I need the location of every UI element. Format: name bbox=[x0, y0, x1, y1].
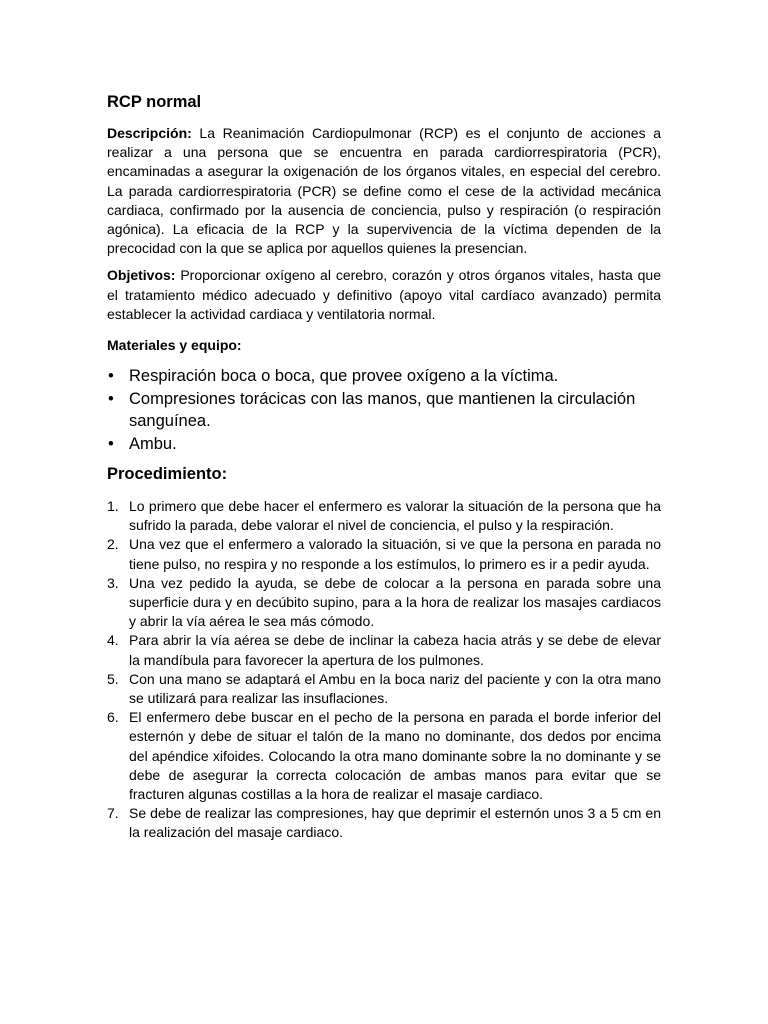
step-number: 1. bbox=[107, 498, 119, 515]
list-item bbox=[107, 365, 661, 388]
bullet-icon: • bbox=[108, 367, 114, 386]
bullet-icon: • bbox=[108, 434, 114, 453]
procedimiento-steps bbox=[107, 497, 661, 843]
objetivos-label: Objetivos: bbox=[107, 267, 176, 284]
descripcion-paragraph bbox=[107, 124, 661, 258]
step-item bbox=[107, 574, 661, 632]
materiales-heading: Materiales y equipo: bbox=[107, 337, 242, 354]
step-text: Con una mano se adaptará el Ambu en la boca nariz del paciente y con la otra mano se utilizará para realizar las insuflaciones. bbox=[129, 670, 661, 707]
step-item bbox=[107, 804, 661, 842]
list-item-text: Ambu. bbox=[129, 434, 177, 453]
list-item-text: Compresiones torácicas con las manos, que mantienen la circulación sanguínea. bbox=[129, 389, 636, 431]
step-item bbox=[107, 670, 661, 708]
objetivos-paragraph bbox=[107, 266, 661, 324]
descripcion-text: La Reanimación Cardiopulmonar (RCP) es el conjunto de acciones a realizar a una persona que se encuentra en parada cardiorrespiratoria (PCR), encaminadas a asegurar la oxigenación de los órganos vitales, en especial del cerebro. La parada cardiorrespiratoria (PCR) se define como el cese de la actividad mecánica cardiaca, confirmado por la ausencia de conciencia, pulso y respiración (o respiración agónica). La eficacia de la RCP y la supervivencia de la víctima dependen de la precocidad con la que se aplica por aquellos quienes la presencian. bbox=[107, 125, 661, 257]
step-text: Para abrir la vía aérea se debe de inclinar la cabeza hacia atrás y se debe de elevar la mandíbula para favorecer la apertura de los pulmones. bbox=[129, 632, 661, 668]
step-text: Una vez que el enfermero a valorado la situación, si ve que la persona en parada no tiene pulso, no respira y no responde a los estímulos, lo primero es ir a pedir ayuda. bbox=[129, 536, 661, 572]
step-text: El enfermero debe buscar en el pecho de la persona en parada el borde inferior del esternón y debe de situar el talón de la mano no dominante, dos dedos por encima del apéndice xifoides. Colocando la otra mano dominante sobre la no dominante y se debe de asegurar la correcta colocación de ambas manos para evitar que se fracturen algunas costillas a la hora de realizar el masaje cardiaco. bbox=[129, 709, 661, 803]
step-item bbox=[107, 708, 661, 804]
step-text: Una vez pedido la ayuda, se debe de colocar a la persona en parada sobre una superficie dura y en decúbito supino, para a la hora de realizar los masajes cardiacos y abrir la vía aérea le sea más cómodo. bbox=[129, 574, 661, 630]
step-number: 3. bbox=[107, 574, 119, 591]
bullet-icon: • bbox=[108, 389, 114, 408]
step-number: 5. bbox=[107, 670, 119, 687]
materiales-list bbox=[107, 365, 661, 455]
step-number: 4. bbox=[107, 632, 119, 649]
document-title: RCP normal bbox=[107, 93, 202, 111]
list-item bbox=[107, 388, 661, 433]
step-number: 7. bbox=[107, 805, 119, 822]
objetivos-text: Proporcionar oxígeno al cerebro, corazón y otros órganos vitales, hasta que el tratamiento médico adecuado y definitivo (apoyo vital cardíaco avanzado) permita establecer la actividad cardiaca y ventilatoria normal. bbox=[107, 267, 661, 322]
step-item bbox=[107, 535, 661, 573]
procedimiento-heading: Procedimiento: bbox=[107, 465, 228, 484]
list-item-text: Respiración boca o boca, que provee oxígeno a la víctima. bbox=[129, 367, 559, 386]
step-number: 6. bbox=[107, 709, 119, 726]
descripcion-label: Descripción: bbox=[107, 125, 192, 141]
step-item bbox=[107, 497, 661, 535]
step-number: 2. bbox=[107, 536, 119, 553]
step-item bbox=[107, 631, 661, 669]
list-item bbox=[107, 433, 661, 456]
step-text: Lo primero que debe hacer el enfermero es valorar la situación de la persona que ha sufrido la parada, debe valorar el nivel de conciencia, el pulso y la respiración. bbox=[129, 498, 661, 534]
document-page bbox=[107, 91, 661, 843]
step-text: Se debe de realizar las compresiones, hay que deprimir el esternón unos 3 a 5 cm en la realización del masaje cardiaco. bbox=[129, 805, 661, 841]
